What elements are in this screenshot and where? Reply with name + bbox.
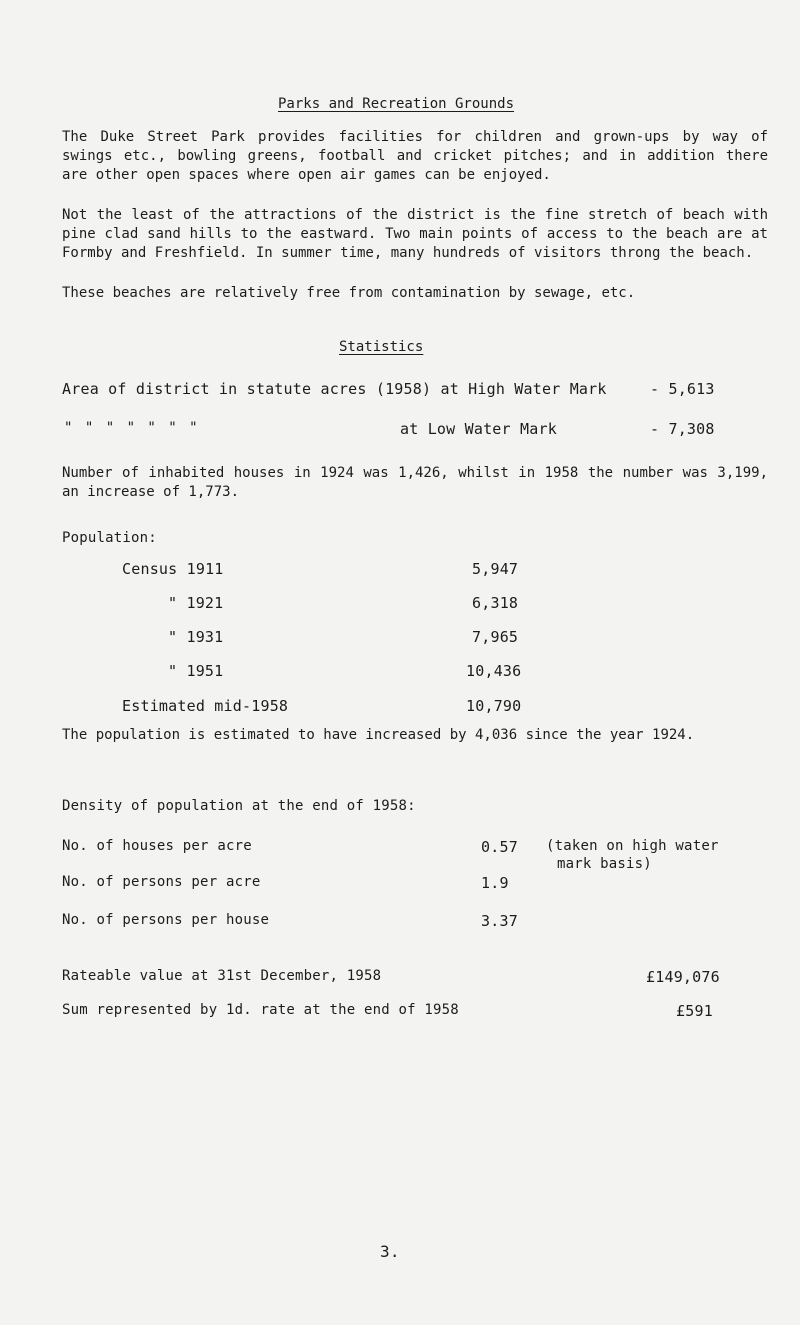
population-row-value: 10,436	[466, 662, 522, 680]
population-row-value: 5,947	[472, 560, 519, 578]
area-high-water-value: - 5,613	[650, 380, 715, 398]
statistics-heading: Statistics	[339, 339, 424, 355]
density-heading: Density of population at the end of 1958:	[62, 798, 416, 814]
population-note: The population is estimated to have increased by 4,036 since the year 1924.	[62, 727, 695, 743]
density-row-label: No. of persons per house	[62, 912, 270, 928]
density-row-value: 0.57	[481, 838, 518, 856]
population-row-value: 10,790	[466, 697, 522, 715]
area-low-water-value: - 7,308	[650, 420, 715, 438]
page-number: 3.	[380, 1242, 400, 1261]
penny-rate-label: Sum represented by 1d. rate at the end of 1958	[62, 1002, 459, 1018]
density-row-value: 1.9	[481, 874, 509, 892]
houses-paragraph: Number of inhabited houses in 1924 was 1,426, whilst in 1958 the number was 3,199, an increase of 1,773.	[62, 465, 768, 500]
rateable-value-amount: £149,076	[646, 968, 720, 986]
population-row-label: Census 1911	[122, 560, 224, 578]
population-row-label: " 1951	[168, 662, 224, 680]
population-label: Population:	[62, 530, 157, 546]
population-row-label: Estimated mid-1958	[122, 697, 289, 715]
population-row-value: 7,965	[472, 628, 519, 646]
penny-rate-amount: £591	[676, 1002, 713, 1020]
population-row-label: " 1921	[168, 594, 224, 612]
area-low-water-label: at Low Water Mark	[400, 420, 557, 438]
rateable-value-label: Rateable value at 31st December, 1958	[62, 968, 382, 984]
density-row-value: 3.37	[481, 912, 518, 930]
density-note: (taken on high water	[546, 838, 719, 854]
parks-heading: Parks and Recreation Grounds	[278, 96, 515, 112]
park-paragraph: The Duke Street Park provides facilities for children and grown-ups by way of swings etc., bowling greens, football and cricket pitches; and in addition there are other open spaces where open air games can be enjoyed.	[62, 129, 768, 183]
area-high-water-label: Area of district in statute acres (1958) at High Water Mark	[62, 380, 607, 398]
density-row-label: No. of houses per acre	[62, 838, 252, 854]
beach-paragraph: Not the least of the attractions of the district is the fine stretch of beach with pine clad sand hills to the eastward. Two main points of access to the beach are at Formby and Freshfield. In summer time, many hundreds of visitors throng the beach.	[62, 207, 768, 261]
area-ditto-marks: " " " " " " "	[64, 420, 200, 436]
density-note: mark basis)	[557, 856, 652, 872]
contamination-paragraph: These beaches are relatively free from contamination by sewage, etc.	[62, 285, 636, 301]
density-row-label: No. of persons per acre	[62, 874, 261, 890]
population-row-label: " 1931	[168, 628, 224, 646]
population-row-value: 6,318	[472, 594, 519, 612]
